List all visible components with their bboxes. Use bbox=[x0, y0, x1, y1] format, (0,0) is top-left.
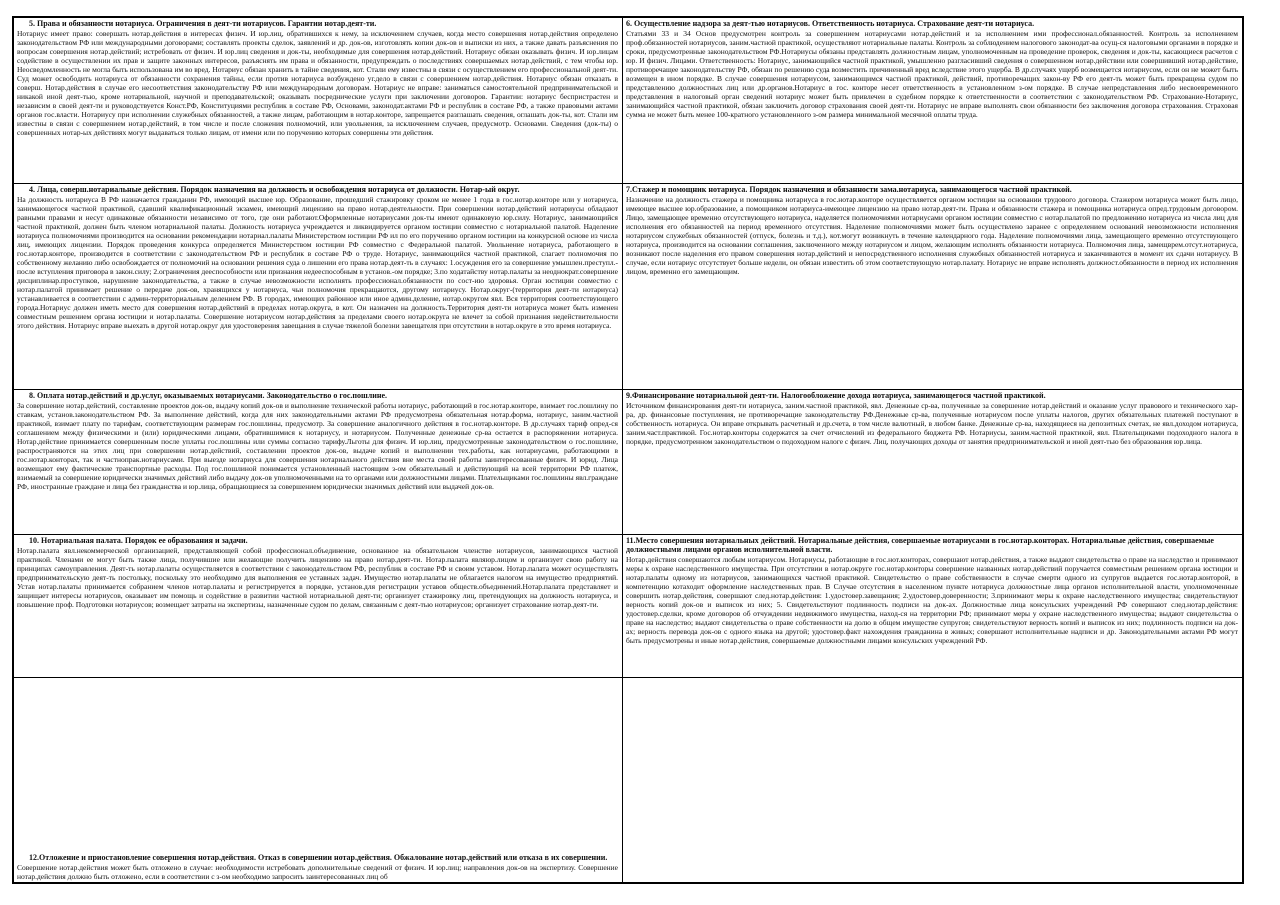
section-7-cell bbox=[623, 184, 1242, 390]
section-4-cell bbox=[14, 184, 623, 390]
section-5-text: Нотариус имеет право: совершать нотар.действия в интересах физич. И юр.лиц, обратившихся к нему, за исключением случаев, когда место совершения нотар.действия определено законодательством РФ или международными договорами; составлять проекты сделок, заявлений и др. док-ов, изготовлять копии док-ов и выписки из них, а также давать разъяснения по вопросам совершения нотар.действий; истребовать от физич. И юр.лиц сведения и док-ты, необходимые для совершения нотар.действий. Нотариус обязан оказывать физич. И юр.лицам содействие в осуществлении их прав и защите законных интересов, разъяснять им права и обязанности, предупреждать о последствиях совершаемых нотар.действий, с тем чтобы юр. Неосведомленность не могла быть использована им во вред. Нотариус обязан хранить в тайне сведения, кот. Стали ему известны в связи с осуществлением его профессиональной деят-ти. Суд может освободить нотариуса от обязанности сохранения тайны, если против нотариуса возбуждено уг.дело в связи с совершением нотар.действия. Нотариус обязан отказать в соверш. Нотар.действия в случае его несоответствия законодательству РФ или международным договорам. Нотариус не вправе: заниматься самостоятельной предпринимательской и никакой иной деят-тью, кроме нотариальной, научной и преподавательской; оказывать посреднические услуги при заключении договоров. Гарантии: нотариус беспристрастен и независим в своей деят-ти и руководствуется Конст.РФ, Конституциями республик в составе РФ, Основами, законодат.актами РФ и республик в составе РФ, а также правовыми актами органов гос.власти. Нотариусу при исполнении служебных обязанностей, а также лицам, работающим в нотар.конторе, запрещается разглашать сведения, оглашать док-ты, кот. Стали им известны в связи с совершением нотар.действий, в том числе и после сложения полномочий, или увольнения, за исключением случаев, предусмотр. Основами. Сведения (док-ты) о совершенных нотар-ых действиях могут выдаваться только лицам, от имени или по поручению которых совершены эти действия. bbox=[17, 29, 618, 137]
section-8-title: 8. Оплата нотар.действий и др.услуг, оказываемых нотариусами. Законодательство о гос.пошлине. bbox=[29, 391, 388, 400]
section-4-title: 4. Лица, соверш.нотариальные действия. Порядок назначения на должность и освобождения нотариуса от должности. Нотар-ый округ. bbox=[29, 185, 520, 194]
empty-cell bbox=[623, 678, 1242, 882]
section-4-text: На должность нотариуса В РФ назначается гражданин РФ, имеющий высшее юр. Образование, прошедший стажировку сроком не менее 1 года в гос.нотар.конторе или у нотариуса, занимающегося частной практикой, сдавший квалификационный экзамен, имеющий лицензию на право нотар.деятельности. При совершении нотар.действий нотариусы обладают равными правами и несут одинаковые обязанности независимо от того, где они работают.Оформленные нотариусами док-ты имеют одинаковую юр.силу. Нотариус, занимающийся частной практикой, должен быть членом нотариальной палаты. Должность нотариуса учреждается и ликвидируется органом юстиции совместно с нотариальной палатой. Наделение нотариуса полномочиями производится на основании рекомендации нотариал.палаты Министерством юстиции РФ ил по его поручению органом юстиции на конкурсной основе из числа лиц, имеющих лицензии. Порядок проведения конкурса определяется Министерством юстиции РФ совместно с Федеральной палатой. Увольнение нотариуса, работающего в гос.нотар.конторе, производится в соответствии с законодательством РФ и республик в составе РФ о труде. Нотариус, занимающийся частной практикой, слагает полномочия по собственному желанию либо освобождается от полномочий на основании решения суда о лишении его права нотар.деят-ть в случаях: 1.осуждения его за совершение умышлен.преступл.-после вступления приговора в закон.силу; 2.ограничения дееспособности или признания недееспособным в установ.-ом порядке; 3.по ходатайству нотар.палаты за неоднократ.совершение дисциплинар.проступков, нарушение законодательства, а также в случае невозможности исполнять профессионал.обязанности по сост-ию здоровья. Орган юстиции совместно с нотар.палатой принимает решение о передаче док-ов, хранящихся у нотариуса, чьи полномочия прекращаются, другому нотариусу. Нотар.округ-(территория деят-ти нотариуса) устанавливается в соответствии с админ-территориальным делением РФ. В городах, имеющих районное или иное админ.деление, нотар.округом явл. Вся территория соответствующего города.Нотариус должен иметь место для совершения нотар.действий в пределах нотар.округа, в кот. Он назначен на должность.Территория деят-ти нотариуса может быть изменен совместным решением органа юстиции и нотар.палаты. Совершение нотариусом нотар.действия за пределами своего нотар.округа не влечет за собой признания недействительности этого действия. Нотариус вправе выехать в другой нотар.округ для удостоверения завещания в случае тяжелой болезни завещателя при отсутствии в нотар.округе в это время нотариуса. bbox=[17, 195, 618, 330]
section-5-cell bbox=[14, 18, 623, 184]
section-10-text: Нотар.палата явл.некоммерческой организацией, представляющей собой профессионал.объединение, основанное на обязательном членстве нотариусов, занимающихся частной практикой. Членами ее могут быть также лица, получившие или желающие получить лицензию на право нотар.деят-ти. Нотар.палата являюр.лицом и организует свою работу на принципах самоуправления. Деят-ть нотар.палаты осуществляется в соответствии с законодательством РФ, республик в составе РФ и своим уставом. Нотар.палата может осуществлять предпринимательскую деят-ть постольку, поскольку это необходимо для выполнения ее уставных задач. Имущество нотар.палаты не облагается налогом на имущество предприятий. Устав нотар.палаты принимается собранием членов нотар.палаты и регистрируется в порядке, установ.для регистрации уставов обществ.объединений.Нотар.палата представляет и защищает интересы нотариусов, оказывает им помощь и содействие в развитии частной нотариальной деят-ти; организует стажировку лиц, претендующих на должность нотариуса, и повышение проф. Подготовки нотариусов; возмещает затраты на экспертизы, назначенные судом по делам, связанным с деят-тью нотариусов; организует страхование нотар.деят-ти. bbox=[17, 546, 618, 609]
section-12-title: 12.Отложение и приостановление совершения нотар.действия. Отказ в совершении нотар.действия. Обжалование нотар.действий или отказа в их совершении. bbox=[29, 853, 608, 862]
section-12-text: Совершение нотар.действия может быть отложено в случае: необходимости истребовать дополнительные сведений от физич. И юр.лиц; направления док-ов на экспертизу. Совершение нотар.действия должно быть отложено, если в соответствии с з-ом необходимо запросить заинтересованных лиц об bbox=[17, 863, 618, 881]
section-9-text: Источником финансирования деят-ти нотариуса, заним.частной практикой, явл. Денежные ср-ва, полученные за совершение нотар.действий и оказание услуг правового и технического хар-ра, др. финансовые поступления, не противоречащие законодательству РФ.Денежные ср-ва, полученные нотариусом после уплаты налогов, других обязательных платежей поступают в собственность нотариуса. Он вправе открывать расчетный и др.счета, в том числе валютный, в любом банке. Денежные ср-ва, находящиеся на депозитных счетах, не явл.доходом нотариуса, заним.част.практикой. Гос.нотар.конторы содержатся за счет отчислений из федерального бюджета РФ. Нотариусы, заним.частной практикой, явл. Плательщиками подоходного налога в порядке, предусмотренном законодательством о подоходном налоге с физич. Лиц, получающих доходы от занятия предпринимательской и иной деят-тью без образования юр.лица. bbox=[626, 401, 1238, 446]
section-11-text: Нотар.действия совершаются любым нотариусом. Нотариусы, работающие в гос.нот.конторах, совершают нотар.действия, а также выдают свидетельства о праве на наследство и принимают меры к охране наследственного имущества. При отсутствии в нотар.округе гос.нотар.конторы совершение названных нотар.действий поручается совместным решением органа юстиции и нотар.палаты одному из нотариусов, занимающихся частной практикой. Свидетельство о праве собственности в случае смерти одного из супругов выдается гос.нотар.конторой, в компетенцию котаходит оформление наследственных прав. В Случае отсутствия в населенном пункте нотариуса должностные лица органов исполнительной власти, уполномоченные совершить нотар.действия, совершают след.нотар.действия: 1.удостовер.завещания; 2.удостовер.доверенности; 3.принимают меры к охране наследственного имущества; свидетельствуют верность копий док-ов и выписок из них; 5. Свидетельствуют подлинность подписи на док-ах. Должностные лица консульских учреждений РФ совершают след.нотар.действия: удостовер.сделки, кроме договоров об отчуждении недвижимого имущества, наход-ся на территории РФ; принимают меры у охране наследственного имущества; выдают свидетельства о праве на наследство; выдают свидетельства о праве собственности на долю в общем имуществе супругов; свидетельствуют верность копий и выписок из них; подлинность подписи на док-ах; верность перевода док-ов с одного языка на другой; удостовер.факт нахождения гражданина в живых; совершают исполнительные надписи и др. Законодательными актами РФ могут быть предусмотрены и иные нотар.действия, совершаемые должностными лицами консульских учреждений РФ. bbox=[626, 555, 1238, 645]
section-11-title: 11.Место совершения нотариальных действий. Нотариальные действия, совершаемые нотариусами в гос.нотар.конторах. Нотариальные действия, совершаемые должностными лицами органов исполнительной власти. bbox=[626, 536, 1214, 554]
section-6-title: 6. Осуществление надзора за деят-тью нотариусов. Ответственность нотариуса. Страхование деят-ти нотариуса. bbox=[626, 19, 1035, 28]
section-5-title: 5. Права и обязанности нотариуса. Ограничения в деят-ти нотариусов. Гарантии нотар.деят-ти. bbox=[29, 19, 377, 28]
section-10-cell bbox=[14, 535, 623, 678]
section-12-cell bbox=[14, 678, 623, 882]
section-7-title: 7.Стажер и помощник нотариуса. Порядок назначения и обязанности зама.нотариуса, занимающегося частной практикой. bbox=[626, 185, 1072, 194]
section-8-text: За совершение нотар.действий, составление проектов док-ов, выдачу копий док-ов и выполнение технической работы нотариус, работающий в гос.нотар.конторе, взимает гос.пошлину по ставкам, установ.законодательством РФ. За выполнение действий, когда для них законодательными актами РФ предусмотрена обязательная нотар.форма, нотариус, заним.частной практикой, взимает плату по тарифам, соответствующим размерам гос.пошлины, предусмотр. За совершение аналогичного действия в гос.нотар.конторе. В др.случаях тариф опред-ся соглашением между физическими и (или) юридическими лицами, обратившимися к нотариусу, и нотариусом. Полученные денежные ср-ва остается в распоряжении нотариуса. Нотар.действие принимается совершенным после уплаты гос.пошлины или суммы согласно тарифу.Льготы для физич. И юр.лиц, предусмотренные законодательством о гос.пошлине, распространяются на этих лиц при совершении нотар.действий, составлении проектов док-ов, выдаче копий и выполнении тех.работы, как нотариусами, работающими в гос.нотар.конторах, так и частнопрак.нотариусами. При выезде нотариуса для совершения нотариального действия вне места своей работы заинтересованные физич. И юрид. Лица возмещают ему фактические транспортные расходы. Под гос.пошлиной понимается установленный настоящим з-ом обязательный и действующий на всей территории РФ платеж, взимаемый за совершение юридически значимых действий либо выдачу док-ов уполномоченными на то органами или должностными лицами. Плательщиками гос.пошлины явл.граждане РФ, иностранные граждане и лица без гражданства и юр.лица, обращающиеся за совершением юридически значимых действий или выдачей док-ов. bbox=[17, 401, 618, 491]
section-8-cell bbox=[14, 390, 623, 535]
section-9-cell bbox=[623, 390, 1242, 535]
section-6-cell bbox=[623, 18, 1242, 184]
section-7-text: Назначение на должность стажера и помощника нотариуса в гос.нотар.конторе осуществляется органом юстиции на основании трудового договора. Стажером нотариуса может быть лицо, имеющее высшее юр.образование, а помощником нотариуса-имеющее лицензию на право нотар.деят-ти. Права и обязанности стажера и помощника нотариуса опред.трудовым договором. Лицо, замещающее временно отсутствующего нотариуса, наделяется полномочиями нотариусами органом юстиции совместно с нотар.палатой по предложению нотариуса из числа лиц для исполнения его обязанностей на период временного отсутствия. Наделение полномочиями может быть осуществлено заранее с определением оснований невозможности исполнения нотариусом служебных обязанностей (отпуск, болезнь и т.д.), кот.могут возникнуть в течение календарного года. Наделение полномочиями лица, замещающего временно отсутствующего нотариуса, производится на основании соглашения, заключенного между нотариусом и лицом, желающим исполнять обязанности нотариуса. Полномочия лица, замещврем.отсут.нотариуса, возникают после наделения его правом совершения нотар.действий и непосредственного исполнения служебных обязанностей нотариуса и заканчиваются в момент их сдачи нотариусу. В случае, если нотариус отсутствует больше недели, он обязан известить об этом соответствующую нотар.палату. Нотариус не вправе исполнять должност.обязанности в период их исполнения лицом, временно его замещающим. bbox=[626, 195, 1238, 276]
section-9-title: 9.Финансирование нотариальной деят-ти. Налогообложение дохода нотариуса, занимающегося частной практикой. bbox=[626, 391, 1046, 400]
notes-table bbox=[12, 16, 1244, 884]
section-6-text: Статьями 33 и 34 Основ предусмотрен контроль за совершением нотариусами нотар.действий и за исполнением ими профессионал.обязанностей. Контроль за исполнением проф.обязанностей нотариусов, заним.частной практикой, осуществляют нотариальные палаты. Контроль за соблюдением налогового законодат-ва осущ-ся налоговыми органами в порядке и сроки, предусмотренные законодательством РФ.Нотариусы обязаны представлять должностным лицам, уполномоченным на проведение проверок, сведения и док-ты, касающиеся расчетов с юр. И физич. Лицами. Ответственность: Нотариус, занимающийся частной практикой, умышленно разгласивший сведения о совершенном нотар.действии или совершивший нотар.действие, противоречащее законодательству РФ, обязан по решению суда возместить причиненный вред вследствие этого ущерба. В др.случаях ущерб возмещается нотариусом, если он не может быть возмещен в ином порядке. В случае совершения нотариусом, занимающимся частной практикой, действий, противоречащих закон-ву РФ его деят-ть может быть прекращена судом по представлению должностных лиц или др.органов.Нотариус в гос. конторе несет ответственность в установленном з-ом порядке. В случае непредставления либо несвоевременного представления в налоговый орган сведений нотариус может быть привлечен в судебном порядке к ответственности в соответствии с законодательством РФ. Страхование-Нотариус, занимающийся частной практикой, обязан заключить договор страхования своей деят-ти. Нотариус не вправе выполнять свои обязанности без заключения договора страхования. Страховая сумма не может быть менее 100-кратного установленного з-ом размера минимальной месячной оплаты труда. bbox=[626, 29, 1238, 119]
section-10-title: 10. Нотариальная палата. Порядок ее образования и задачи. bbox=[29, 536, 248, 545]
section-11-cell bbox=[623, 535, 1242, 678]
